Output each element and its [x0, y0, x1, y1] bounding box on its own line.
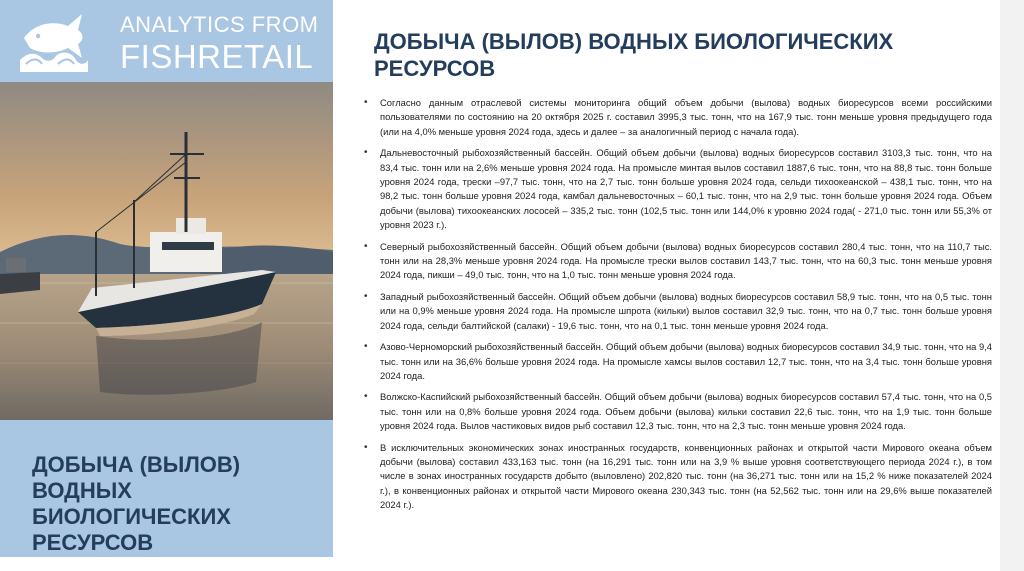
- right-edge-strip: [1000, 0, 1024, 571]
- fish-wave-icon: [18, 8, 88, 72]
- left-title: ДОБЫЧА (ВЫЛОВ) ВОДНЫХ БИОЛОГИЧЕСКИХ РЕСУРСОВ: [32, 452, 241, 555]
- brand-header: [0, 0, 333, 82]
- bullet-item: • В исключительных экономических зонах иностранных государств, конвенционных районах и открытой части Мирового океана объем добычи (вылова) составил 433,163 тыс. тонн (на 16,291 тыс. тонн или на 3,9 % выше уровня соответствующего периода 2024 г.), в том числе в зонах иностранных государств добыто (выловлено) 202,820 тыс. тонн (на 36,271 тыс. тонн или на 15,2 % ниже показателей 2024 г.), в конвенционных районах и открытой части Мирового океана 230,343 тыс. тонн (на 52,562 тыс. тонн или на 29,6% выше показателей 2024 г.).: [360, 441, 992, 513]
- bullet-list: [360, 96, 992, 520]
- bullet-item: • Согласно данным отраслевой системы мониторинга общий объем добычи (вылова) водных биоресурсов всеми российскими пользователями по состоянию на 20 октября 2025 г. составил 3995,3 тыс. тонн, что на 167,9 тыс. тонн меньше уровня предыдущего года (или на 4,0% меньше уровня 2024 года, здесь и далее – за аналогичный период с начала года).: [360, 96, 992, 139]
- bullet-item: • Дальневосточный рыбохозяйственный бассейн. Общий объем добычи (вылова) водных биоресурсов составил 3103,3 тыс. тонн, что на 83,4 тыс. тонн или на 2,6% меньше уровня 2024 года. На промысле минтая вылов составил 1887,6 тыс. тонн, что на 88,8 тыс. тонн больше уровня 2024 года, трески –97,7 тыс. тонн, что на 2,7 тыс. тонн больше уровня 2024 года, сельди тихоокеанской – 438,1 тыс. тонн, что на 98,2 тыс. тонн больше уровня 2024 года, камбал дальневосточных – 60,1 тыс. тонн, что на 2,9 тыс. тонн больше уровня 2024 года. Объем добычи (вылова) тихоокеанских лососей – 335,2 тыс. тонн (102,5 тыс. тонн или 144,0% к уровню 2024 года( - 271,0 тыс. тонн или 55,3% от уровня 2023 г.).: [360, 146, 992, 232]
- left-column: [0, 0, 333, 571]
- brand-tagline: ANALYTICS FROM: [120, 12, 319, 37]
- page-title: ДОБЫЧА (ВЫЛОВ) ВОДНЫХ БИОЛОГИЧЕСКИХ РЕСУРСОВ: [374, 29, 894, 81]
- bullet-item: • Западный рыбохозяйственный бассейн. Общий объем добычи (вылова) водных биоресурсов составил 58,9 тыс. тонн, что на 0,5 тыс. тонн или на 0,9% меньше уровня 2024 года. На промысле шпрота (кильки) вылов составил 32,9 тыс. тонн, что на 0,7 тыс. тонн больше уровня 2024 года, сельди балтийской (салаки) - 19,6 тыс. тонн, что на 0,1 тыс. тонн меньше уровня 2024 года.: [360, 290, 992, 333]
- bullet-item: • Азово-Черноморский рыбохозяйственный бассейн. Общий объем добычи (вылова) водных биоресурсов составил 34,9 тыс. тонн, что на 9,4 тыс. тонн или на 36,6% больше уровня 2024 года. На промысле хамсы вылов составил 12,7 тыс. тонн, что на 3,4 тыс. тонн больше уровня 2024 года.: [360, 340, 992, 383]
- brand-name: FISHRETAIL: [120, 38, 314, 75]
- fishing-vessel-photo: [0, 82, 333, 420]
- bullet-item: • Северный рыбохозяйственный бассейн. Общий объем добычи (вылова) водных биоресурсов составил 280,4 тыс. тонн, что на 110,7 тыс. тонн или на 28,3% меньше уровня 2024 года. На промысле трески вылов составил 143,7 тыс. тонн, что на 60,3 тыс. тонн меньше уровня 2024 года, пикши – 49,0 тыс. тонн, что на 1,0 тыс. тонн меньше уровня 2024 года.: [360, 240, 992, 283]
- bullet-item: • Волжско-Каспийский рыбохозяйственный бассейн. Общий объем добычи (вылова) водных биоресурсов составил 57,4 тыс. тонн, что на 0,5 тыс. тонн или на 0,8% больше уровня 2024 года. Объем добычи (вылова) кильки составил 22,6 тыс. тонн, что на 1,9 тыс. тонн больше уровня 2024 года. Вылов частиковых видов рыб составил 12,3 тыс. тонн, что на 2,3 тыс. тонн меньше уровня 2024 года.: [360, 390, 992, 433]
